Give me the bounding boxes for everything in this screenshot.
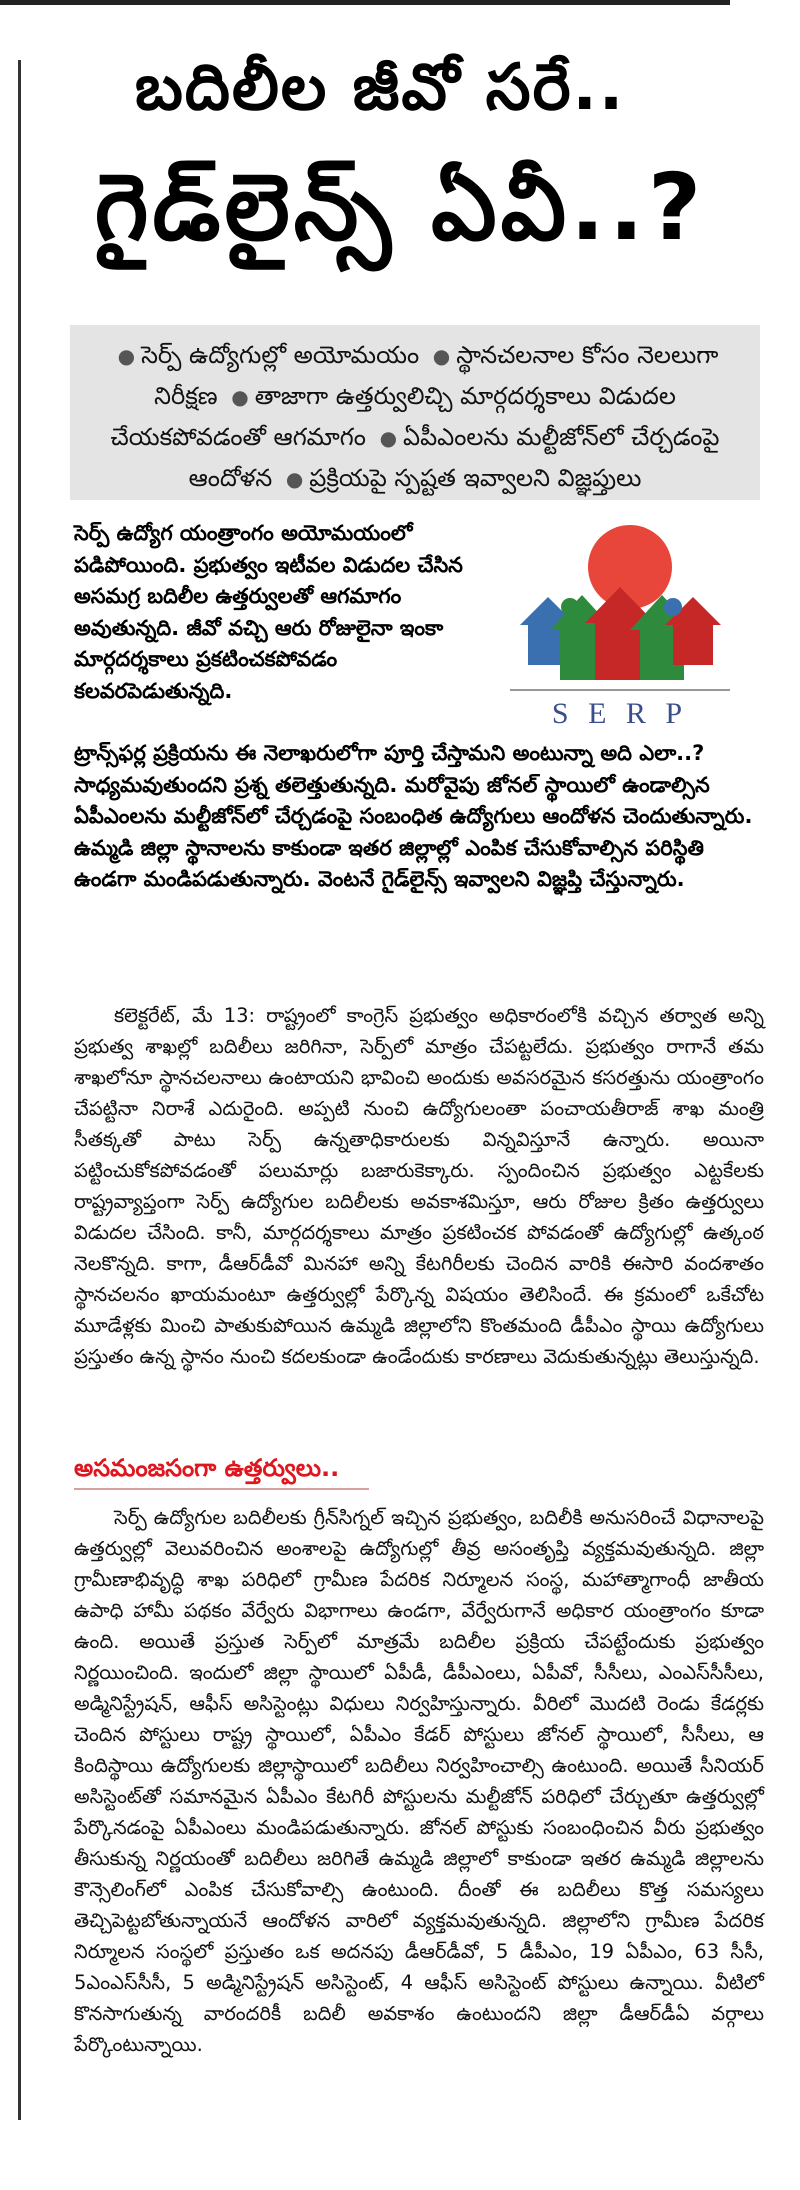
top-rule (0, 0, 730, 5)
bullet-icon: ● (231, 385, 249, 409)
logo-text: S E R P (551, 697, 689, 730)
summary-item: ప్రక్రియపై స్పష్టత ఇవ్వాలని విజ్ఞప్తులు (309, 464, 642, 492)
lead-paragraph-2: ట్రాన్స్‌ఫర్ల ప్రక్రియను ఈ నెలాఖరులోగా పూర్తి చేస్తామని అంటున్నా అది ఎలా..? సాధ్యమవుతుందని ప్రశ్న తలెత్తుతున్నది. మరోవైపు జోనల్ స్థాయిలో ఉండాల్సిన ఏపీఎంలను మల్టీజోన్‌లో చేర్చడంపై సంబంధిత ఉద్యోగులు ఆందోళన చెందుతున్నారు. ఉమ్మడి జిల్లా స్థానాలను కాకుండా ఇతర జిల్లాల్లో ఎంపిక చేసుకోవాల్సిన పరిస్థితి ఉండగా మండిపడుతున్నారు. వెంటనే గైడ్‌లైన్స్ ఇవ్వాలని విజ్ఞప్తి చేస్తున్నారు. (74, 741, 753, 891)
bullet-icon: ● (285, 467, 304, 491)
bullet-icon: ● (117, 344, 136, 368)
summary-item: సెర్ప్ ఉద్యోగుల్లో అయోమయం (141, 341, 420, 369)
headline-line-1: బదిలీల జీవో సరే.. (134, 51, 626, 125)
column-rule (18, 60, 21, 2120)
bullet-icon: ● (432, 344, 451, 368)
headline-line-2: గైడ్‌లైన్స్ ఏవీ..? (94, 154, 706, 261)
summary-box (70, 325, 760, 500)
summary-item: తాజాగా ఉత్తర్వులిచ్చి మార్గదర్శకాలు విడుదల చేయకపోవడంతో ఆగమాగం (110, 382, 676, 451)
logo-sun-icon (588, 525, 672, 609)
summary-item: స్థానచలనాల కోసం నెలలుగా నిరీక్షణ (154, 341, 719, 410)
lead-paragraph-1: సెర్ప్ ఉద్యోగ యంత్రాంగం అయోమయంలో పడిపోయింది. ప్రభుత్వం ఇటీవల విడుదల చేసిన అసమగ్ర బదిలీల ఉత్తర్వులతో ఆగమాగం అవుతున్నది. జీవో వచ్చి ఆరు రోజులైనా ఇంకా మార్గదర్శకాలు ప్రకటించకపోవడం కలవరపెడుతున్నది. (74, 521, 463, 703)
body-paragraph-2: సెర్ప్ ఉద్యోగుల బదిలీలకు గ్రీన్‌సిగ్నల్ ఇచ్చిన ప్రభుత్వం, బదిలీకి అనుసరించే విధానాలపై ఉత్తర్వుల్లో వెలువరించిన అంశాలపై ఉద్యోగుల్లో తీవ్ర అసంతృప్తి వ్యక్తమవుతున్నది. జిల్లా గ్రామీణాభివృద్ధి శాఖ పరిధిలో గ్రామీణ పేదరిక నిర్మూలన సంస్థ, మహాత్మాగాంధీ జాతీయ ఉపాధి హామీ పథకం వేర్వేరు విభాగాలు ఉండగా, వేర్వేరుగానే అధికార యంత్రాంగం కూడా ఉంది. అయితే ప్రస్తుత సెర్ప్‌లో మాత్రమే బదిలీల ప్రక్రియ చేపట్టేందుకు ప్రభుత్వం నిర్ణయించింది. ఇందులో జిల్లా స్థాయిలో ఏపీడీ, డీపీఎంలు, ఏపీవో, సీసీలు, ఎంఎస్‌సీసీలు, అడ్మినిస్ట్రేషన్, ఆఫీస్ అసిస్టెంట్లు విధులు నిర్వహిస్తున్నారు. వీరిలో మొదటి రెండు కేడర్లకు చెందిన పోస్టులు రాష్ట్ర స్థాయిలో, ఏపీఎం కేడర్ పోస్టులు జోనల్ స్థాయిలో, సీసీలు, ఆ కిందిస్థాయి ఉద్యోగులకు జిల్లాస్థాయిలో బదిలీలు నిర్వహించాల్సి ఉంటుంది. అయితే సీనియర్ అసిస్టెంట్‌తో సమానమైన ఏపీఎం కేటగిరీ పోస్టులను మల్టీజోన్ పరిధిలో చేర్చుతూ ఉత్తర్వుల్లో పేర్కొనడంపై ఏపీఎంలు మండిపడుతున్నారు. జోనల్ పోస్టుకు సంబంధించిన వీరు ప్రభుత్వం తీసుకున్న నిర్ణయంతో బదిలీలు జరిగితే ఉమ్మడి జిల్లాలో కాకుండా ఇతర ఉమ్మడి జిల్లాలను కౌన్సెలింగ్‌లో ఎంపిక చేసుకోవాల్సి ఉంటుంది. దీంతో ఈ బదిలీలు కొత్త సమస్యలు తెచ్చిపెట్టబోతున్నాయనే ఆందోళన వారిలో వ్యక్తమవుతున్నది. జిల్లాలోని గ్రామీణ పేదరిక నిర్మూలన సంస్థలో ప్రస్తుతం ఒక అదనపు డీఆర్‌డీవో, 5 డీపీఎం, 19 ఏపీఎం, 63 సీసీ, 5ఎంఎస్‌సీసీ, 5 అడ్మినిస్ట్రేషన్ అసిస్టెంట్, 4 ఆఫీస్ అసిస్టెంట్ పోస్టులు ఉన్నాయి. వీటిలో కొనసాగుతున్న వారందరికీ బదిలీ అవకాశం ఉంటుందని జిల్లా డీఆర్‌డీఏ వర్గాలు పేర్కొంటున్నాయి. (74, 1506, 764, 2056)
bullet-icon: ● (379, 426, 398, 450)
summary-item: ఏపీఎంలను మల్టీజోన్‌లో చేర్చడంపై ఆందోళన (188, 423, 720, 492)
logo-person-icon (561, 598, 579, 616)
logo-person-icon (664, 598, 682, 616)
section-subheading: అసమంజసంగా ఉత్తర్వులు.. (74, 1448, 369, 1490)
body-paragraph-1: కలెక్టరేట్, మే 13: రాష్ట్రంలో కాంగ్రెస్ ప్రభుత్వం అధికారంలోకి వచ్చిన తర్వాత అన్ని ప్రభుత్వ శాఖల్లో బదిలీలు జరిగినా, సెర్ప్‌లో మాత్రం చేపట్టలేదు. ప్రభుత్వం రాగానే తమ శాఖలోనూ స్థానచలనాలు ఉంటాయని భావించి అందుకు అవసరమైన కసరత్తును యంత్రాంగం చేపట్టినా నిరాశే ఎదురైంది. అప్పటి నుంచి ఉద్యోగులంతా పంచాయతీరాజ్ శాఖ మంత్రి సీతక్కతో పాటు సెర్ప్ ఉన్నతాధికారులకు విన్నవిస్తూనే ఉన్నారు. అయినా పట్టించుకోకపోవడంతో పలుమార్లు బజారుకెక్కారు. స్పందించిన ప్రభుత్వం ఎట్టకేలకు రాష్ట్రవ్యాప్తంగా సెర్ప్ ఉద్యోగుల బదిలీలకు అవకాశమిస్తూ, ఆరు రోజుల క్రితం ఉత్తర్వులు విడుదల చేసింది. కానీ, మార్గదర్శకాలు మాత్రం ప్రకటించక పోవడంతో ఉద్యోగుల్లో ఉత్కంఠ నెలకొన్నది. కాగా, డీఆర్‌డీవో మినహా అన్ని కేటగిరీలకు చెందిన వారికి ఈసారి వందశాతం స్థానచలనం ఖాయమంటూ ఉత్తర్వుల్లో పేర్కొన్న విషయం తెలిసిందే. ఈ క్రమంలో ఒకేచోట మూడేళ్లకు మించి పాతుకుపోయిన ఉమ్మడి జిల్లాలోని కొంతమంది డీపీఎం స్థాయి ఉద్యోగులు ప్రస్తుతం ఉన్న స్థానం నుంచి కదలకుండా ఉండేందుకు కారణాలు వెదుకుతున్నట్లు తెలుస్తున్నది. (74, 1004, 764, 1368)
serp-logo (490, 515, 750, 735)
